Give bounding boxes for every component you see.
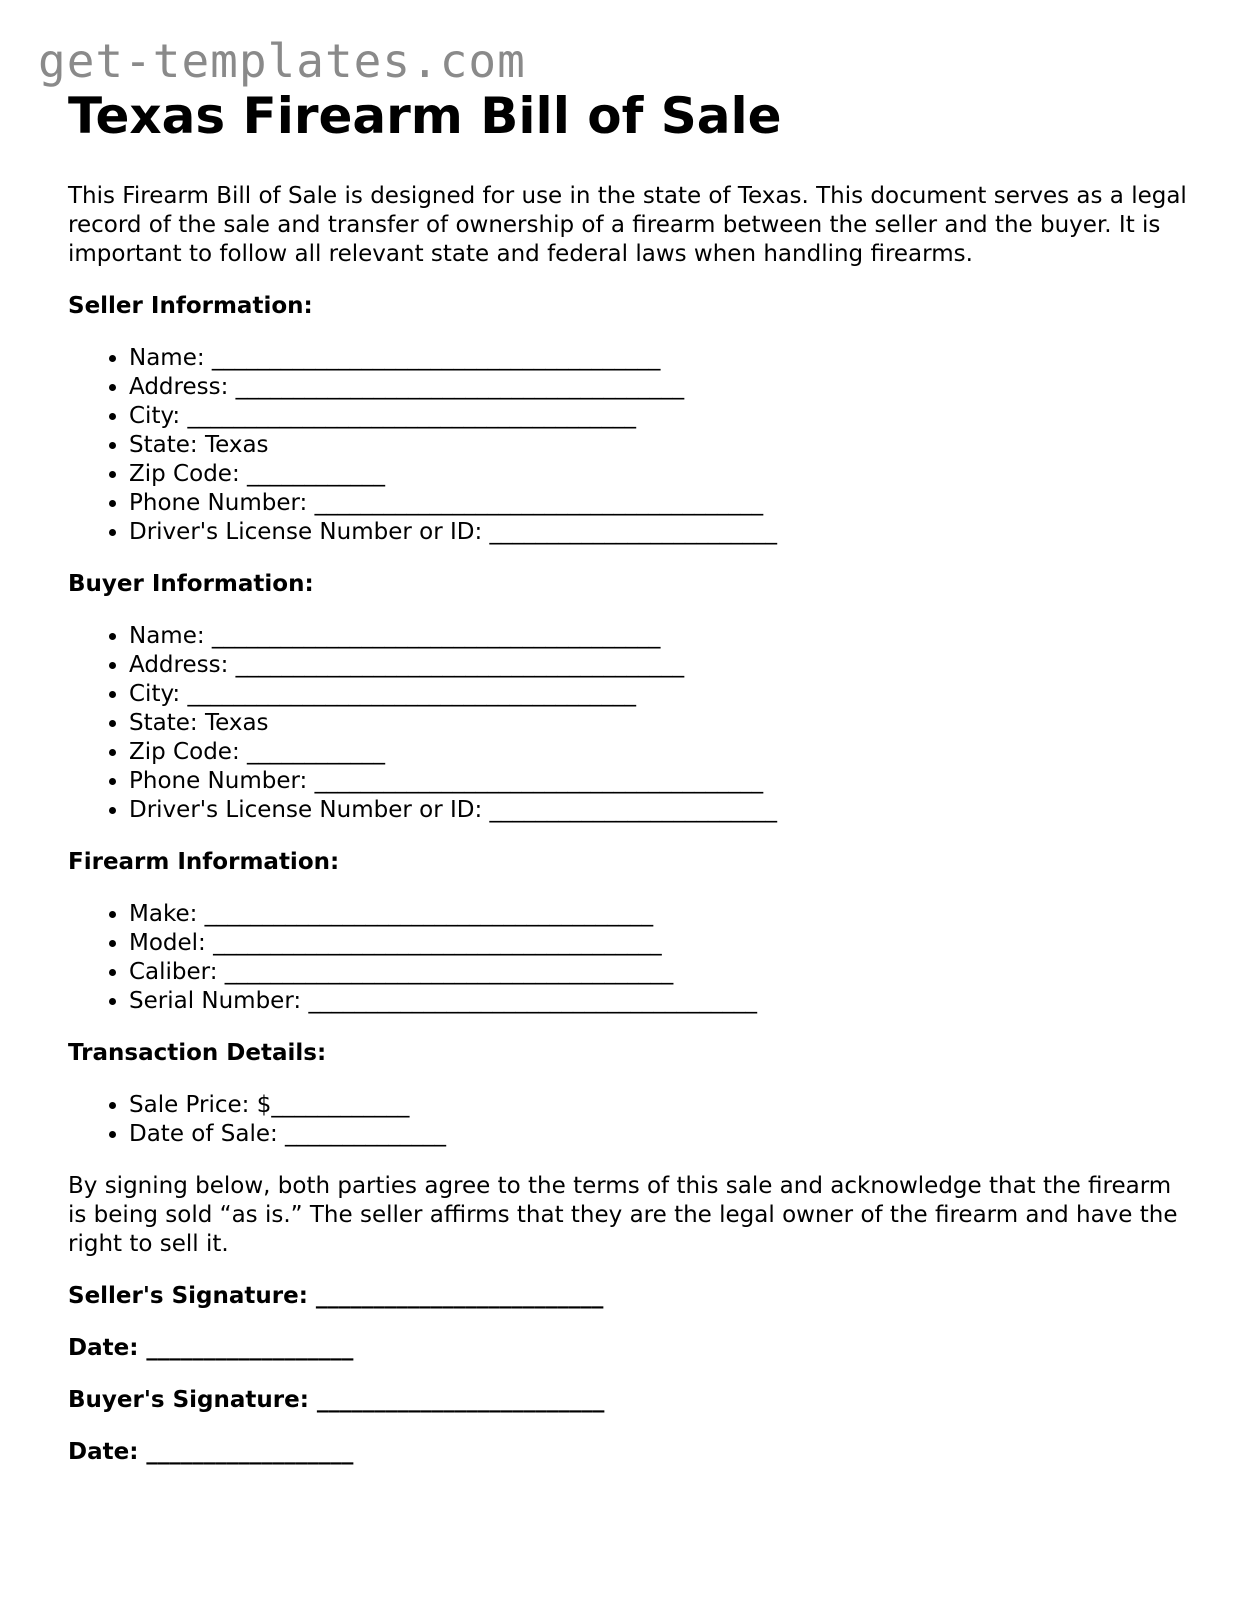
document-title: Texas Firearm Bill of Sale [68,87,782,145]
seller-information-list [68,344,1188,547]
buyer-signature-line: Buyer's Signature: _________________________ [68,1387,605,1413]
seller-information-heading: Seller Information: [68,293,313,319]
seller-name-field: • Name: _______________________________________ [129,344,1188,373]
firearm-information-list [68,900,1188,1016]
seller-zip-field: • Zip Code: ____________ [129,460,1188,489]
seller-address-field: • Address: _______________________________________ [129,373,1188,402]
buyer-state-field: • State: Texas [129,709,1188,738]
watermark: get-templates.com [38,34,526,88]
seller-date-line: Date: __________________ [68,1335,354,1361]
transaction-details-list [68,1091,1188,1149]
buyer-phone-field: • Phone Number: _______________________________________ [129,767,1188,796]
document-page [68,86,1188,1467]
buyer-zip-field: • Zip Code: ____________ [129,738,1188,767]
buyer-name-field: • Name: _______________________________________ [129,622,1188,651]
seller-phone-field: • Phone Number: _______________________________________ [129,489,1188,518]
transaction-details-heading: Transaction Details: [68,1040,327,1066]
sale-price-field: • Sale Price: $____________ [129,1091,1188,1120]
seller-license-field: • Driver's License Number or ID: _________________________ [129,518,1188,547]
buyer-information-list [68,622,1188,825]
seller-state-field: • State: Texas [129,431,1188,460]
firearm-information-heading: Firearm Information: [68,849,340,875]
date-of-sale-field: • Date of Sale: ______________ [129,1120,1188,1149]
seller-signature-line: Seller's Signature: _________________________ [68,1283,604,1309]
buyer-date-line: Date: __________________ [68,1439,354,1465]
buyer-information-heading: Buyer Information: [68,571,314,597]
firearm-model-field: • Model: _______________________________________ [129,929,1188,958]
closing-paragraph: By signing below, both parties agree to the terms of this sale and acknowledge that the firearm is being sold “as is.” The seller affirms that they are the legal owner of the firearm and have the right to sell it. [68,1173,1178,1257]
firearm-caliber-field: • Caliber: _______________________________________ [129,958,1188,987]
firearm-make-field: • Make: _______________________________________ [129,900,1188,929]
buyer-city-field: • City: _______________________________________ [129,680,1188,709]
buyer-address-field: • Address: _______________________________________ [129,651,1188,680]
firearm-serial-field: • Serial Number: _______________________________________ [129,987,1188,1016]
buyer-license-field: • Driver's License Number or ID: _________________________ [129,796,1188,825]
seller-city-field: • City: _______________________________________ [129,402,1188,431]
intro-paragraph: This Firearm Bill of Sale is designed for use in the state of Texas. This document serves as a legal record of the sale and transfer of ownership of a firearm between the seller and the buyer. It is important to follow all relevant state and federal laws when handling firearms. [68,183,1187,267]
